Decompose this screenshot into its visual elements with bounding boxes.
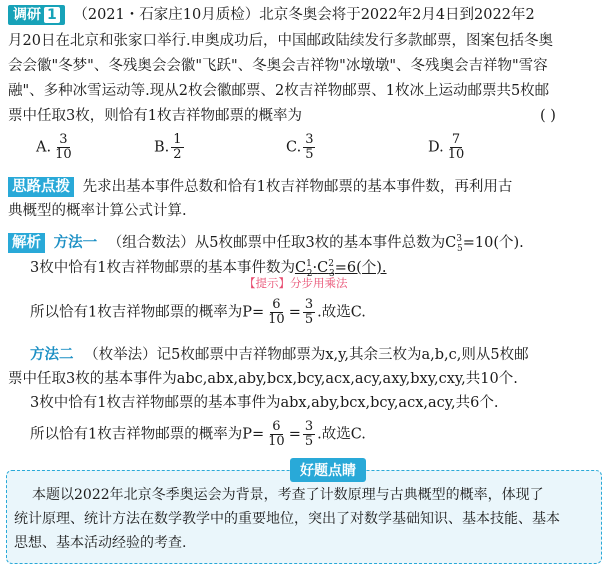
good-question-line-1: 本题以2022年北京冬季奥运会为背景，考查了计数原理与古典概型的概率，体现了 [32,487,544,503]
option-d: D. $\frac{7}{10}$ [428,132,465,162]
hint-text: 【提示】分步用乘法 [244,276,348,290]
option-c: C. $\frac{3}{5}$ [286,132,314,162]
question-line-1: 调研 1 （2021・石家庄10月质检）北京冬奥会将于2022年2月4日到2022年2 [8,4,535,26]
question-line-5: 票中任取3枚，则恰有1枚吉祥物邮票的概率为 [8,108,302,124]
method2-line-1: 方法二 （枚举法）记5枚邮票中吉祥物邮票为x,y,其余三枚为a,b,c,则从5枚邮 [30,347,529,363]
method2-line-2: 票中任取3枚的基本事件为abc,abx,aby,bcx,bcy,acx,acy,axy,bxy,cxy,共10个. [8,371,518,387]
question-line-3: 会会徽"冬梦"、冬残奥会会徽"飞跃"、冬奥会吉祥物"冰墩墩"、冬残奥会吉祥物"雪容 [8,58,548,74]
thinking-line-2: 典概型的概率计算公式计算. [8,203,187,219]
method1-label: 方法一 [53,234,98,251]
good-question-line-2: 统计原理、统计方法在数学教学中的重要地位，突出了对数学基础知识、基本技能、基本 [14,511,560,527]
good-question-line-3: 思想、基本活动经验的考查. [14,535,187,551]
research-tag: 调研 1 [8,5,65,25]
method2-line-3: 3枚中恰有1枚吉祥物邮票的基本事件为abx,aby,bcx,bcy,acx,acy,共6个. [30,395,499,411]
option-a: A. $\frac{3}{10}$ [36,132,72,162]
thinking-line-1: 思路点拨 先求出基本事件总数和恰有1枚吉祥物邮票的基本事件数，再利用古 [8,176,512,198]
method1-line-1: 解析 方法一 （组合数法）从5枚邮票中任取3枚的基本事件总数为$C^3_5=10$(个). [8,228,524,260]
method1-line-2: 3枚中恰有1枚吉祥物邮票的基本事件数为$C^1_2\cdot C^2_3=6$(个). [30,259,387,279]
method2-line-4: 所以恰有1枚吉祥物邮票的概率为P= $\frac{6}{10}$ = $\frac{3}{5}$ .故选C. [30,419,366,449]
good-question-title: 好题点睛 [290,458,366,482]
option-b: B. $\frac{1}{2}$ [154,132,182,162]
answer-bracket: ( ) [540,108,556,124]
question-line-4: 融"、多种冰雪运动等.现从2枚会徽邮票、2枚吉祥物邮票、1枚冰上运动邮票共5枚邮 [8,83,550,99]
method2-label: 方法二 [30,347,74,363]
thinking-label: 思路点拨 [8,177,74,197]
method1-line-3: 所以恰有1枚吉祥物邮票的概率为P= $\frac{6}{10}$ = $\frac{3}{5}$ .故选C. [30,297,366,327]
question-line-2: 月20日在北京和张家口举行.申奥成功后，中国邮政陆续发行多款邮票，图案包括冬奥 [8,33,554,49]
analysis-label: 解析 [8,233,45,253]
